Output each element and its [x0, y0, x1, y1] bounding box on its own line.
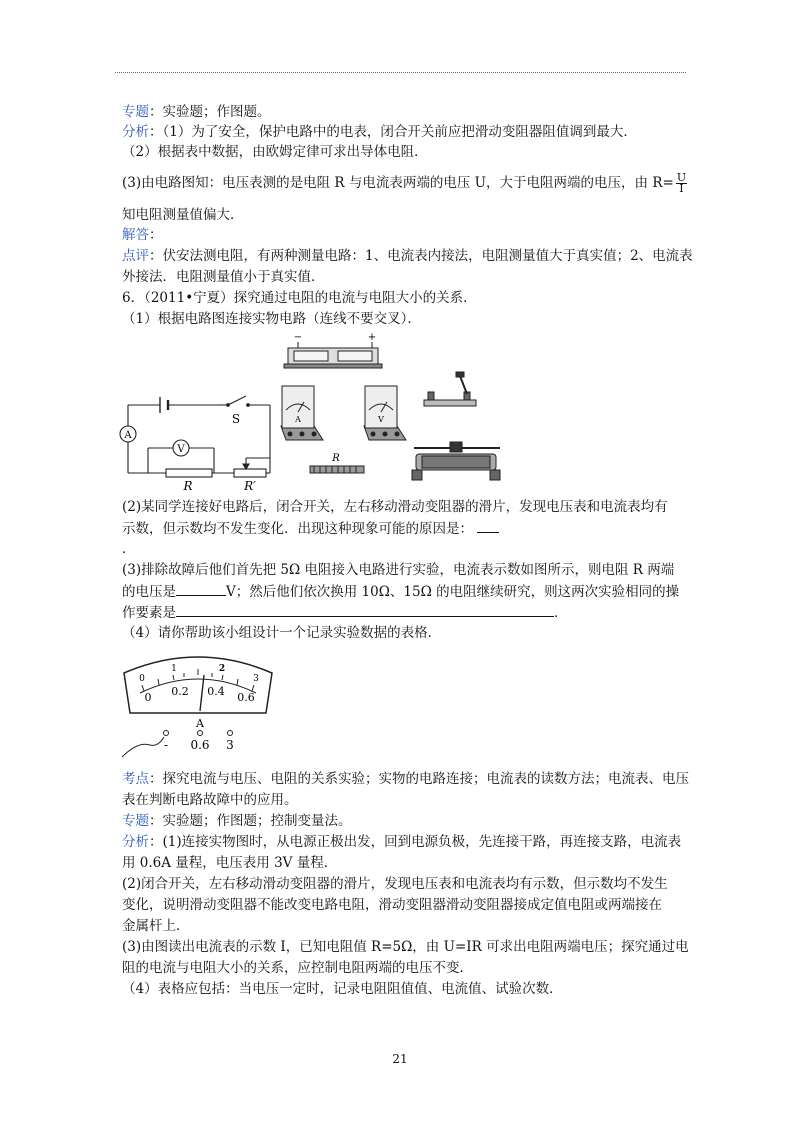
question-6-part-3b: 的电压是 V；然后他们依次换用 10Ω、15Ω 的电阻继续研究，则这两次实验相同的操	[122, 584, 680, 600]
rheostat-instrument-icon	[412, 442, 500, 480]
line-analysis-b6: (3)由图读出电流表的示数 I，已知电阻值 R=5Ω，由 U=IR 可求出电阻两端电压；探究通过电	[122, 939, 689, 955]
line-topic-2: 专题：实验题；作图题；控制变量法。	[122, 813, 352, 829]
question-6-part-2c: ．	[122, 541, 136, 557]
label-answer: 解答	[122, 227, 149, 243]
voltmeter-label: V	[177, 444, 185, 455]
dial-big-tick-2: 2	[218, 664, 226, 674]
label-analysis: 分析	[122, 124, 149, 140]
dial-small-tick-0: 0	[144, 691, 152, 704]
line-analysis-3: (3)由电路图知：电压表测的是电阻 R 与电流表两端的电压 U，大于电阻两端的电压，由 R= $\frac{U}{I}$	[122, 171, 687, 195]
line-analysis-b2: 用 0.6A 量程，电压表用 3V 量程．	[122, 855, 338, 871]
ammeter-label: A	[124, 430, 132, 441]
line-comment-2: 外接法．电阻测量值小于真实值．	[122, 269, 325, 285]
dial-big-tick-1: 1	[171, 664, 177, 674]
voltmeter-instrument-label: V	[378, 415, 384, 424]
switch-label: S	[231, 412, 241, 426]
line-analysis-b5: 金属杆上．	[122, 918, 190, 934]
terminal-3-label: 3	[226, 738, 234, 752]
line-analysis: 分析：（1）为了安全，保护电路中的电表，闭合开关前应把滑动变阻器阻值调到最大．	[122, 124, 637, 140]
answer-blank-reason	[477, 519, 499, 533]
label-comment: 点评	[122, 248, 149, 264]
line-analysis-4: 知电阻测量值偏大．	[122, 207, 244, 223]
label-topic-2: 专题	[122, 813, 149, 829]
dial-unit: A	[196, 717, 204, 730]
line-analysis-b8: （4）表格应包括：当电压一定时，记录电阻阻值值、电流值、试验次数．	[122, 981, 563, 997]
dial-face	[124, 657, 272, 713]
ammeter-dial-figure	[118, 645, 278, 760]
question-6-part-1: （1）根据电路图连接实物电路（连线不要交叉）．	[122, 311, 421, 327]
dial-big-tick-3: 3	[253, 674, 259, 684]
terminal-minus-label: -	[163, 738, 169, 752]
ammeter-instrument-icon	[281, 386, 323, 440]
resistor-element-icon	[310, 466, 364, 473]
dial-terminals	[122, 731, 233, 758]
question-6-part-3: (3)排除故障后他们首先把 5Ω 电阻接入电路进行实验，电流表示数如图所示，则电阻 R 两端	[122, 562, 675, 578]
line-analysis-b3: (2)闭合开关，左右移动滑动变阻器的滑片，发现电压表和电流表均有示数，但示数均不发生	[122, 876, 668, 892]
label-analysis-2: 分析	[122, 834, 149, 850]
label-topic: 专题	[122, 104, 149, 120]
line-analysis-2: （2）根据表中数据，由欧姆定律可求出导体电阻．	[122, 144, 428, 160]
battery-plus-label: +	[367, 332, 377, 343]
fraction-u-over-i: $\frac{U}{I}$	[676, 171, 687, 195]
battery-minus-label: −	[293, 332, 303, 343]
knife-switch-icon	[424, 372, 476, 406]
line-keypoint-2: 表在判断电路故障中的应用。	[122, 792, 298, 808]
resistor-label: R	[183, 479, 193, 492]
battery-box-icon	[284, 342, 382, 368]
line-analysis-b7: 阻的电流与电阻大小的关系，应控制电阻两端的电压不变．	[122, 960, 473, 976]
page-number: 21	[392, 1052, 408, 1066]
resistor-element-label: R	[332, 453, 340, 464]
dial-small-tick-3: 0.6	[237, 691, 255, 704]
line-analysis-b1: 分析：(1)连接实物图时，从电源正极出发，回到电源负极，先连接干路，再连接支路，电流表	[122, 834, 682, 850]
question-6-part-4: （4）请你帮助该小组设计一个记录实验数据的表格．	[122, 625, 442, 641]
answer-blank-operation	[176, 603, 554, 617]
question-6-title: 6．（2011•宁夏）探究通过电阻的电流与电阻大小的关系．	[122, 290, 477, 306]
dial-big-tick-0: 0	[139, 674, 145, 684]
terminal-06-label: 0.6	[190, 738, 210, 752]
line-answer: 解答：	[122, 227, 163, 243]
rheostat-label: R′	[244, 479, 256, 492]
circuit-schematic	[120, 396, 270, 477]
dial-small-tick-2: 0.4	[207, 685, 225, 698]
question-6-part-3c: 作要素是 ．	[122, 605, 568, 621]
line-topic: 专题：实验题；作图题。	[122, 104, 271, 120]
ammeter-instrument-label: A	[295, 415, 301, 424]
answer-blank-voltage	[176, 582, 226, 596]
label-keypoint: 考点	[122, 771, 149, 787]
circuit-figure	[118, 330, 518, 492]
question-6-part-2: (2)某同学连接好电路后，闭合开关，左右移动滑动变阻器的滑片，发现电压表和电流表均有	[122, 499, 668, 515]
line-comment: 点评：伏安法测电阻，有两种测量电路：1、电流表内接法，电阻测量值大于真实值；2、电流表	[122, 248, 693, 264]
header-rule	[115, 72, 686, 73]
line-analysis-b4: 变化，说明滑动变阻器不能改变电路电阻，滑动变阻器滑动变阻器接成定值电阻或两端接在	[122, 897, 662, 913]
line-keypoint: 考点：探究电流与电压、电阻的关系实验；实物的电路连接；电流表的读数方法；电流表、电压	[122, 771, 689, 787]
question-6-part-2b: 示数，但示数均不发生变化．出现这种现象可能的原因是：	[122, 519, 499, 538]
dial-small-tick-1: 0.2	[171, 685, 189, 698]
voltmeter-instrument-icon	[364, 386, 406, 440]
